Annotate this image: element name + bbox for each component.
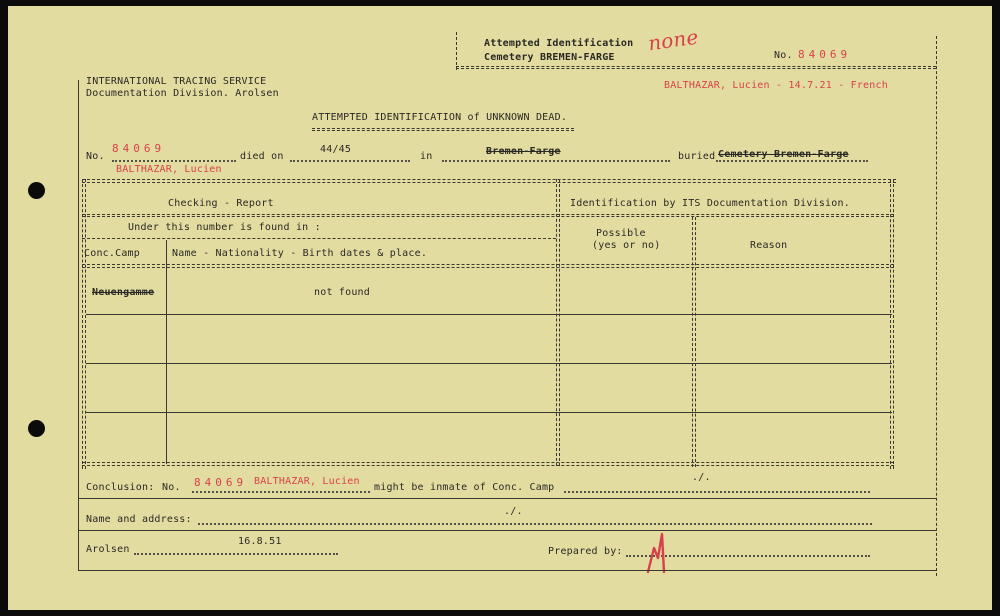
card-left-border: [78, 80, 79, 570]
record-no-dots: [112, 160, 236, 162]
record-no-label: No.: [86, 151, 105, 162]
conclusion-no-label: No.: [162, 482, 181, 493]
row-line-1: [86, 314, 892, 315]
header-box-line1: Attempted Identification: [484, 38, 634, 49]
table-row-name: not found: [314, 287, 370, 298]
table-mid-divider: [556, 179, 560, 466]
camp-value: ./.: [692, 472, 711, 483]
conclusion-no-value: 84069: [194, 476, 248, 489]
column-header-divider: [82, 264, 894, 268]
arolsen-dots: [134, 553, 338, 555]
col-possible-header-1: Possible: [596, 228, 646, 239]
in-label: in: [420, 151, 433, 162]
conclusion-label: Conclusion:: [86, 482, 155, 493]
col-reason-header: Reason: [750, 240, 788, 251]
header-box-line2: Cemetery BREMEN-FARGE: [484, 52, 615, 63]
handwritten-scrawl: none: [646, 24, 700, 56]
header-row-divider: [82, 214, 894, 217]
form-title: ATTEMPTED IDENTIFICATION of UNKNOWN DEAD.: [312, 112, 568, 123]
camp-name-divider: [166, 240, 167, 464]
footer-line-1: [78, 498, 936, 499]
footer-line-3: [78, 570, 936, 571]
punch-hole-top: [28, 182, 45, 199]
arolsen-date: 16.8.51: [238, 536, 282, 547]
died-on-label: died on: [240, 151, 284, 162]
in-value: Bremen-Farge: [486, 146, 561, 157]
header-box-bottom-border: [456, 66, 936, 69]
in-dots: [442, 160, 670, 162]
record-name: BALTHAZAR, Lucien: [116, 164, 222, 175]
index-card: [8, 6, 992, 610]
top-no-value: 84069: [798, 48, 852, 61]
died-on-dots: [290, 160, 410, 162]
conclusion-dots: [192, 491, 370, 493]
conclusion-name: BALTHAZAR, Lucien: [254, 476, 360, 487]
title-underline: [312, 128, 574, 131]
arolsen-label: Arolsen: [86, 544, 130, 555]
table-right-border: [890, 179, 894, 469]
possible-reason-divider: [692, 217, 696, 467]
org-line2: Documentation Division. Arolsen: [86, 88, 279, 99]
inmate-text: might be inmate of Conc. Camp: [374, 482, 555, 493]
row-line-2: [86, 363, 892, 364]
under-number-label: Under this number is found in :: [128, 222, 321, 233]
header-box-left-border: [456, 32, 458, 70]
prepared-by-label: Prepared by:: [548, 546, 623, 557]
died-on-value: 44/45: [320, 144, 352, 155]
table-bottom-border: [82, 462, 894, 466]
card-right-border: [936, 36, 938, 576]
col-camp-header: Conc.Camp: [84, 248, 140, 259]
signature-mark: [644, 528, 674, 574]
row-line-3: [86, 412, 892, 413]
identification-header: Identification by ITS Documentation Division.: [570, 198, 850, 209]
checking-report-label: Checking - Report: [168, 198, 274, 209]
buried-label: buried: [678, 151, 716, 162]
table-top-border: [82, 179, 896, 183]
name-address-dots: [198, 523, 872, 525]
subheader-divider: [82, 238, 556, 240]
table-row-camp: Neuengamme: [92, 287, 155, 298]
camp-dots: [564, 491, 870, 493]
buried-value: Cemetery Bremen-Farge: [718, 149, 849, 160]
record-no-value: 84069: [112, 142, 166, 155]
footer-line-2: [78, 530, 936, 531]
top-no-label: No.: [774, 50, 793, 61]
top-name-line: BALTHAZAR, Lucien - 14.7.21 - French: [664, 80, 888, 91]
buried-dots: [716, 160, 868, 162]
punch-hole-bottom: [28, 420, 45, 437]
name-address-label: Name and address:: [86, 514, 192, 525]
col-name-header: Name - Nationality - Birth dates & place.: [172, 248, 428, 259]
col-possible-header-2: (yes or no): [592, 240, 661, 251]
name-address-value: ./.: [504, 506, 523, 517]
org-line1: INTERNATIONAL TRACING SERVICE: [86, 76, 267, 87]
table-left-border: [82, 179, 86, 469]
